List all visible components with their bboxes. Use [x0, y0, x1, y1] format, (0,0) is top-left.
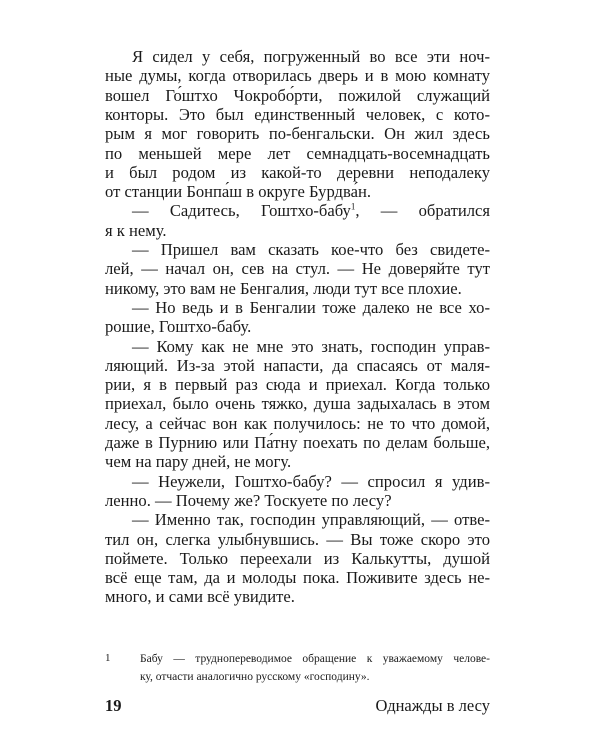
body-line: — Именно так, господин управляющий, — отве-	[132, 510, 490, 530]
body-line: даже в Пурнию или Па́тну поехать по делам больше,	[105, 433, 490, 452]
footnote-line: Бабу — труднопереводимое обращение к уважаемому челове-	[140, 653, 490, 665]
body-line: ляющий. Из-за этой напасти, да спасаясь от маля-	[105, 355, 490, 375]
body-line: лесу, а сейчас вон как получилось: не то что домой,	[105, 413, 490, 433]
body-line: ленно. — Почему же? Тоскуете по лесу?	[105, 490, 392, 510]
footnote-reference: 1	[350, 201, 356, 212]
body-line: — Но ведь и в Бенгалии тоже далеко не все хо-	[132, 297, 490, 317]
body-line-start: — Садитесь, Гоштхо-бабу	[132, 201, 351, 221]
body-line: рым я мог говорить по-бенгальски. Он жил здесь	[105, 124, 490, 144]
body-line: приехал, было очень тяжко, душа задыхалась в этом	[105, 394, 490, 414]
body-line-with-footnote	[132, 201, 490, 221]
body-line: я к нему.	[105, 220, 167, 240]
body-line: вошел Го́штхо Чокробо́рти, пожилой служащий	[105, 85, 490, 105]
body-line: по меньшей мере лет семнадцать-восемнадцать	[105, 143, 490, 163]
body-line: от станции Бонпа́ш в округе Бурдва́н.	[105, 182, 371, 202]
body-line: Я сидел у себя, погруженный во все эти ноч-	[132, 47, 490, 66]
body-line-end: , — обратился	[355, 201, 491, 221]
body-line: никому, это вам не Бенгалия, люди тут все плохие.	[105, 278, 462, 298]
body-line: поймете. Только переехали из Калькутты, душой	[105, 548, 490, 568]
body-line: всё еще там, да и молоды пока. Поживите здесь не-	[105, 568, 490, 588]
body-line: чем на пару дней, не могу.	[105, 452, 292, 472]
footnote-number: 1	[105, 652, 111, 664]
body-line: тил он, слегка улыбнувшись. — Вы тоже скоро это	[105, 529, 490, 549]
body-line: — Пришел вам сказать кое-что без свидете-	[132, 240, 490, 259]
body-line: лей, — начал он, сев на стул. — Не доверяйте тут	[105, 259, 490, 279]
body-line: рии, я в первый раз сюда и приехал. Когда только	[105, 375, 490, 395]
page-number: 19	[105, 696, 122, 715]
footnote-line: ку, отчасти аналогично русскому «господину».	[140, 671, 370, 683]
body-line: — Неужели, Гоштхо-бабу? — спросил я удив-	[132, 471, 490, 491]
body-line: ные думы, когда отворилась дверь и в мою комнату	[105, 66, 490, 86]
body-line: — Кому как не мне это знать, господин управ-	[132, 336, 490, 356]
body-line: много, и сами всё увидите.	[105, 587, 295, 607]
body-line: конторы. Это был единственный человек, с кото-	[105, 104, 490, 124]
body-line: рошие, Гоштхо-бабу.	[105, 317, 252, 337]
body-line: и был родом из какой-то деревни неподалеку	[105, 162, 490, 182]
running-title: Однажды в лесу	[375, 696, 490, 715]
